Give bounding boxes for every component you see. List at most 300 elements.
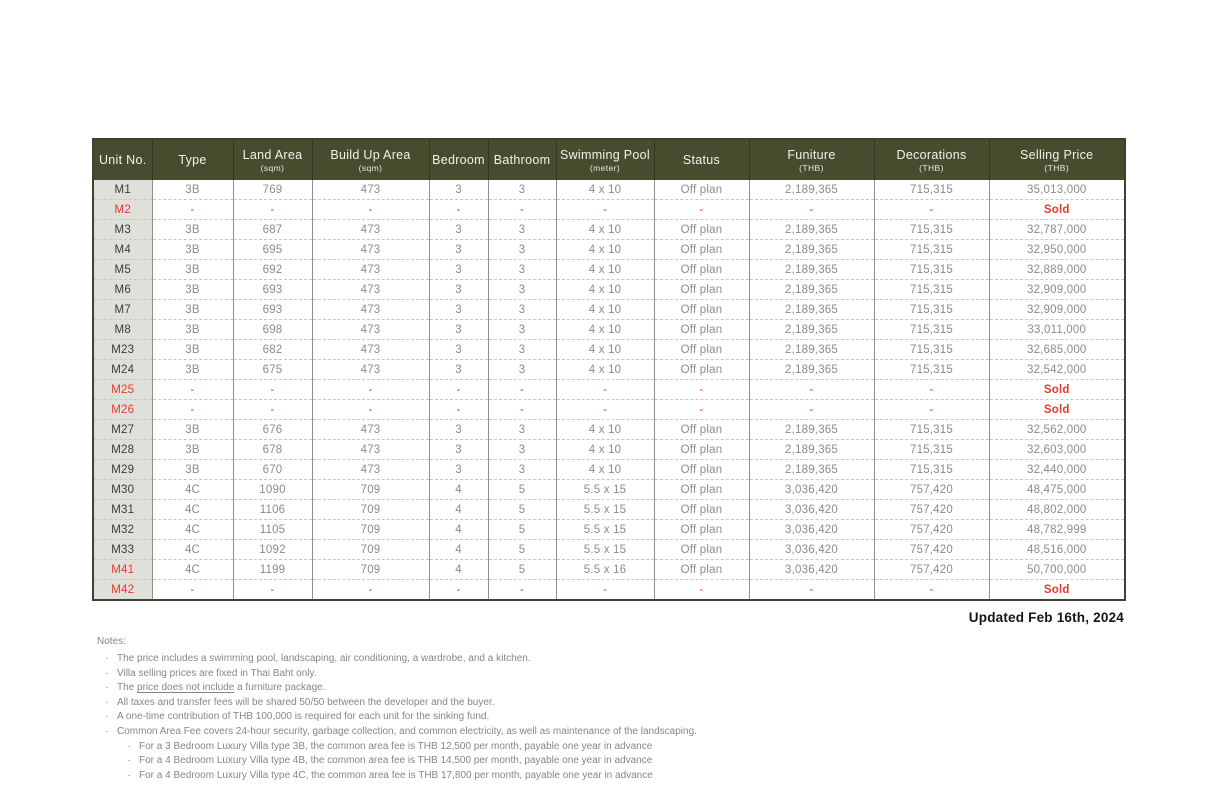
cell-bedroom: - bbox=[429, 200, 488, 220]
updated-date: Updated Feb 16th, 2024 bbox=[968, 610, 1124, 625]
cell-selling-price: 32,603,000 bbox=[989, 440, 1125, 460]
cell-swimming-pool: 4 x 10 bbox=[556, 340, 654, 360]
cell-selling-price: 32,889,000 bbox=[989, 260, 1125, 280]
cell-swimming-pool: 5.5 x 15 bbox=[556, 520, 654, 540]
cell-bathroom: 3 bbox=[488, 220, 556, 240]
cell-furniture: 3,036,420 bbox=[749, 500, 874, 520]
cell-decorations: 715,315 bbox=[874, 440, 989, 460]
unit-cell: M30 bbox=[93, 480, 152, 500]
column-header-label: Swimming Pool bbox=[559, 147, 651, 162]
cell-type: 3B bbox=[152, 260, 233, 280]
unit-cell: M32 bbox=[93, 520, 152, 540]
cell-swimming-pool: 5.5 x 15 bbox=[556, 480, 654, 500]
cell-land-area: - bbox=[233, 380, 312, 400]
unit-cell: M29 bbox=[93, 460, 152, 480]
table-row-m41 bbox=[93, 560, 1125, 580]
note-text: For a 4 Bedroom Luxury Villa type 4B, the common area fee is THB 14,500 per month, payable one year in advance bbox=[139, 755, 653, 767]
cell-decorations: 715,315 bbox=[874, 360, 989, 380]
note-sub-item bbox=[119, 769, 1124, 784]
table-row-m23 bbox=[93, 340, 1125, 360]
cell-status: Off plan bbox=[654, 440, 749, 460]
cell-land-area: 693 bbox=[233, 300, 312, 320]
cell-bathroom: 5 bbox=[488, 500, 556, 520]
cell-bathroom: 3 bbox=[488, 360, 556, 380]
cell-bedroom: - bbox=[429, 580, 488, 601]
column-header-bedroom bbox=[429, 139, 488, 180]
column-header-label: Selling Price bbox=[1020, 147, 1094, 162]
cell-status: Off plan bbox=[654, 220, 749, 240]
column-header-land-area bbox=[233, 139, 312, 180]
price-sheet bbox=[92, 138, 1124, 783]
column-header-build-up-area bbox=[312, 139, 429, 180]
bullet-icon: · bbox=[127, 740, 131, 752]
cell-build-up-area: 473 bbox=[312, 320, 429, 340]
cell-type: - bbox=[152, 200, 233, 220]
unit-cell: M4 bbox=[93, 240, 152, 260]
cell-status: Off plan bbox=[654, 260, 749, 280]
cell-status: Off plan bbox=[654, 420, 749, 440]
cell-selling-price: 48,516,000 bbox=[989, 540, 1125, 560]
cell-land-area: 698 bbox=[233, 320, 312, 340]
unit-cell: M42 bbox=[93, 580, 152, 601]
column-header-funiture bbox=[749, 139, 874, 180]
cell-bathroom: 5 bbox=[488, 520, 556, 540]
table-row-m5 bbox=[93, 260, 1125, 280]
table-row-m6 bbox=[93, 280, 1125, 300]
table-row-m8 bbox=[93, 320, 1125, 340]
cell-selling-price: 32,787,000 bbox=[989, 220, 1125, 240]
cell-bedroom: 3 bbox=[429, 440, 488, 460]
cell-build-up-area: 709 bbox=[312, 500, 429, 520]
cell-bedroom: 3 bbox=[429, 320, 488, 340]
cell-furniture: 3,036,420 bbox=[749, 480, 874, 500]
cell-selling-price: 32,685,000 bbox=[989, 340, 1125, 360]
cell-type: 3B bbox=[152, 440, 233, 460]
cell-bedroom: 3 bbox=[429, 260, 488, 280]
cell-type: 3B bbox=[152, 460, 233, 480]
notes-title: Notes: bbox=[97, 636, 126, 647]
cell-decorations: 715,315 bbox=[874, 240, 989, 260]
cell-status: - bbox=[654, 580, 749, 601]
cell-decorations: 757,420 bbox=[874, 500, 989, 520]
cell-bedroom: 4 bbox=[429, 520, 488, 540]
cell-bedroom: 3 bbox=[429, 180, 488, 200]
cell-furniture: - bbox=[749, 380, 874, 400]
cell-decorations: 715,315 bbox=[874, 420, 989, 440]
cell-selling-price: 35,013,000 bbox=[989, 180, 1125, 200]
cell-bedroom: 4 bbox=[429, 560, 488, 580]
note-text: For a 4 Bedroom Luxury Villa type 4C, the common area fee is THB 17,800 per month, payable one year in advance bbox=[139, 769, 653, 781]
column-header-sublabel: (sqm) bbox=[260, 162, 285, 173]
cell-land-area: 1090 bbox=[233, 480, 312, 500]
cell-selling-price: Sold bbox=[989, 580, 1125, 601]
cell-bathroom: - bbox=[488, 580, 556, 601]
cell-bathroom: - bbox=[488, 380, 556, 400]
cell-land-area: 1092 bbox=[233, 540, 312, 560]
unit-cell: M25 bbox=[93, 380, 152, 400]
cell-furniture: 2,189,365 bbox=[749, 460, 874, 480]
bullet-icon: · bbox=[127, 755, 131, 767]
bullet-icon: · bbox=[105, 696, 109, 708]
cell-build-up-area: 709 bbox=[312, 520, 429, 540]
cell-selling-price: 32,542,000 bbox=[989, 360, 1125, 380]
column-header-status bbox=[654, 139, 749, 180]
cell-status: Off plan bbox=[654, 300, 749, 320]
cell-type: 3B bbox=[152, 300, 233, 320]
cell-selling-price: Sold bbox=[989, 400, 1125, 420]
cell-type: 4C bbox=[152, 540, 233, 560]
cell-selling-price: 48,802,000 bbox=[989, 500, 1125, 520]
cell-type: 4C bbox=[152, 500, 233, 520]
notes-list bbox=[97, 652, 1124, 783]
table-row-m33 bbox=[93, 540, 1125, 560]
cell-selling-price: Sold bbox=[989, 380, 1125, 400]
cell-decorations: 757,420 bbox=[874, 520, 989, 540]
table-row-m24 bbox=[93, 360, 1125, 380]
note-text: Villa selling prices are fixed in Thai Baht only. bbox=[117, 667, 317, 679]
cell-land-area: 1106 bbox=[233, 500, 312, 520]
cell-status: - bbox=[654, 200, 749, 220]
cell-furniture: 2,189,365 bbox=[749, 240, 874, 260]
cell-bedroom: 3 bbox=[429, 360, 488, 380]
unit-cell: M1 bbox=[93, 180, 152, 200]
cell-bathroom: - bbox=[488, 200, 556, 220]
table-row-m7 bbox=[93, 300, 1125, 320]
cell-swimming-pool: 4 x 10 bbox=[556, 180, 654, 200]
cell-status: Off plan bbox=[654, 480, 749, 500]
cell-selling-price: Sold bbox=[989, 200, 1125, 220]
cell-type: 3B bbox=[152, 240, 233, 260]
table-row-m26 bbox=[93, 400, 1125, 420]
bullet-icon: · bbox=[105, 653, 109, 664]
cell-build-up-area: 473 bbox=[312, 260, 429, 280]
cell-decorations: 757,420 bbox=[874, 480, 989, 500]
cell-status: Off plan bbox=[654, 360, 749, 380]
bullet-icon: · bbox=[127, 769, 131, 781]
cell-decorations: 757,420 bbox=[874, 560, 989, 580]
notes-section bbox=[97, 636, 1124, 783]
column-header-sublabel: (THB) bbox=[799, 162, 824, 173]
cell-furniture: 2,189,365 bbox=[749, 300, 874, 320]
table-row-m25 bbox=[93, 380, 1125, 400]
table-row-m29 bbox=[93, 460, 1125, 480]
note-sub-item bbox=[119, 754, 1124, 769]
cell-bedroom: 3 bbox=[429, 460, 488, 480]
bullet-icon: · bbox=[105, 682, 109, 694]
bullet-icon: · bbox=[105, 725, 109, 737]
table-row-m42 bbox=[93, 580, 1125, 601]
note-text: All taxes and transfer fees will be shared 50/50 between the developer and the buyer. bbox=[117, 696, 495, 708]
cell-build-up-area: 473 bbox=[312, 300, 429, 320]
table-row-m30 bbox=[93, 480, 1125, 500]
cell-decorations: - bbox=[874, 200, 989, 220]
cell-bathroom: 5 bbox=[488, 540, 556, 560]
table-row-m1 bbox=[93, 180, 1125, 200]
cell-furniture: - bbox=[749, 200, 874, 220]
cell-land-area: 676 bbox=[233, 420, 312, 440]
cell-selling-price: 50,700,000 bbox=[989, 560, 1125, 580]
cell-bathroom: 3 bbox=[488, 260, 556, 280]
table-row-m28 bbox=[93, 440, 1125, 460]
cell-build-up-area: 473 bbox=[312, 420, 429, 440]
cell-bathroom: 3 bbox=[488, 240, 556, 260]
cell-bathroom: 3 bbox=[488, 300, 556, 320]
cell-decorations: 715,315 bbox=[874, 460, 989, 480]
cell-swimming-pool: 4 x 10 bbox=[556, 260, 654, 280]
cell-land-area: - bbox=[233, 200, 312, 220]
cell-land-area: 1105 bbox=[233, 520, 312, 540]
cell-type: 3B bbox=[152, 360, 233, 380]
cell-selling-price: 32,562,000 bbox=[989, 420, 1125, 440]
cell-bathroom: 3 bbox=[488, 280, 556, 300]
cell-type: 4C bbox=[152, 520, 233, 540]
cell-build-up-area: 709 bbox=[312, 540, 429, 560]
cell-decorations: 715,315 bbox=[874, 180, 989, 200]
note-item bbox=[97, 681, 1124, 696]
cell-decorations: 715,315 bbox=[874, 340, 989, 360]
bullet-icon: · bbox=[105, 711, 109, 723]
cell-selling-price: 33,011,000 bbox=[989, 320, 1125, 340]
unit-cell: M2 bbox=[93, 200, 152, 220]
cell-bedroom: 3 bbox=[429, 240, 488, 260]
cell-swimming-pool: 4 x 10 bbox=[556, 240, 654, 260]
cell-furniture: 2,189,365 bbox=[749, 260, 874, 280]
cell-status: Off plan bbox=[654, 240, 749, 260]
cell-build-up-area: 473 bbox=[312, 180, 429, 200]
column-header-type bbox=[152, 139, 233, 180]
note-item bbox=[97, 696, 1124, 711]
cell-swimming-pool: 4 x 10 bbox=[556, 300, 654, 320]
cell-land-area: 682 bbox=[233, 340, 312, 360]
note-text: The price does not include a furniture package. bbox=[117, 682, 326, 694]
note-item bbox=[97, 652, 1124, 667]
cell-swimming-pool: 5.5 x 16 bbox=[556, 560, 654, 580]
column-header-sublabel: (sqm) bbox=[358, 162, 383, 173]
cell-land-area: 675 bbox=[233, 360, 312, 380]
cell-decorations: - bbox=[874, 400, 989, 420]
note-text: For a 3 Bedroom Luxury Villa type 3B, the common area fee is THB 12,500 per month, payable one year in advance bbox=[139, 740, 653, 752]
cell-bedroom: - bbox=[429, 400, 488, 420]
cell-selling-price: 32,909,000 bbox=[989, 300, 1125, 320]
cell-furniture: 3,036,420 bbox=[749, 560, 874, 580]
table-row-m31 bbox=[93, 500, 1125, 520]
cell-swimming-pool: 4 x 10 bbox=[556, 220, 654, 240]
column-header-label: Type bbox=[178, 153, 207, 167]
cell-furniture: 3,036,420 bbox=[749, 540, 874, 560]
unit-cell: M23 bbox=[93, 340, 152, 360]
cell-bathroom: 5 bbox=[488, 560, 556, 580]
price-table bbox=[92, 138, 1126, 601]
note-text: Common Area Fee covers 24-hour security, garbage collection, and common electricity, as well as maintenance of the landscaping. bbox=[117, 725, 697, 737]
cell-decorations: 715,315 bbox=[874, 260, 989, 280]
unit-cell: M33 bbox=[93, 540, 152, 560]
cell-bedroom: 4 bbox=[429, 540, 488, 560]
cell-furniture: 2,189,365 bbox=[749, 220, 874, 240]
cell-status: Off plan bbox=[654, 320, 749, 340]
table-row-m3 bbox=[93, 220, 1125, 240]
cell-swimming-pool: 5.5 x 15 bbox=[556, 540, 654, 560]
cell-swimming-pool: - bbox=[556, 380, 654, 400]
unit-cell: M27 bbox=[93, 420, 152, 440]
cell-swimming-pool: - bbox=[556, 200, 654, 220]
column-header-sublabel: (THB) bbox=[1044, 162, 1070, 173]
unit-cell: M24 bbox=[93, 360, 152, 380]
cell-bedroom: 3 bbox=[429, 280, 488, 300]
table-row-m32 bbox=[93, 520, 1125, 540]
cell-build-up-area: 473 bbox=[312, 440, 429, 460]
cell-status: - bbox=[654, 380, 749, 400]
cell-land-area: - bbox=[233, 580, 312, 601]
cell-build-up-area: 709 bbox=[312, 480, 429, 500]
cell-furniture: 2,189,365 bbox=[749, 280, 874, 300]
cell-type: 3B bbox=[152, 280, 233, 300]
cell-type: 3B bbox=[152, 220, 233, 240]
cell-decorations: 715,315 bbox=[874, 220, 989, 240]
cell-land-area: 1199 bbox=[233, 560, 312, 580]
note-item bbox=[97, 725, 1124, 740]
cell-status: Off plan bbox=[654, 520, 749, 540]
column-header-label: Unit No. bbox=[98, 153, 147, 167]
cell-furniture: - bbox=[749, 400, 874, 420]
cell-status: Off plan bbox=[654, 500, 749, 520]
cell-land-area: 687 bbox=[233, 220, 312, 240]
column-header-bathroom bbox=[488, 139, 556, 180]
cell-swimming-pool: 4 x 10 bbox=[556, 440, 654, 460]
cell-furniture: 2,189,365 bbox=[749, 320, 874, 340]
unit-cell: M5 bbox=[93, 260, 152, 280]
cell-bathroom: 5 bbox=[488, 480, 556, 500]
cell-build-up-area: 473 bbox=[312, 460, 429, 480]
cell-status: Off plan bbox=[654, 280, 749, 300]
cell-bathroom: 3 bbox=[488, 420, 556, 440]
cell-swimming-pool: 4 x 10 bbox=[556, 460, 654, 480]
cell-land-area: 670 bbox=[233, 460, 312, 480]
cell-swimming-pool: 5.5 x 15 bbox=[556, 500, 654, 520]
column-header-label: Build Up Area bbox=[330, 147, 411, 162]
cell-bathroom: 3 bbox=[488, 340, 556, 360]
cell-selling-price: 32,909,000 bbox=[989, 280, 1125, 300]
cell-swimming-pool: - bbox=[556, 400, 654, 420]
unit-cell: M26 bbox=[93, 400, 152, 420]
cell-selling-price: 32,440,000 bbox=[989, 460, 1125, 480]
cell-type: 3B bbox=[152, 180, 233, 200]
bullet-icon: · bbox=[105, 667, 109, 679]
cell-furniture: 2,189,365 bbox=[749, 440, 874, 460]
cell-land-area: - bbox=[233, 400, 312, 420]
cell-build-up-area: - bbox=[312, 380, 429, 400]
note-item bbox=[97, 710, 1124, 725]
cell-furniture: 2,189,365 bbox=[749, 360, 874, 380]
cell-type: - bbox=[152, 580, 233, 601]
cell-selling-price: 48,475,000 bbox=[989, 480, 1125, 500]
cell-build-up-area: 473 bbox=[312, 240, 429, 260]
cell-decorations: - bbox=[874, 580, 989, 601]
cell-status: Off plan bbox=[654, 180, 749, 200]
cell-decorations: 715,315 bbox=[874, 300, 989, 320]
cell-furniture: 2,189,365 bbox=[749, 180, 874, 200]
cell-furniture: 2,189,365 bbox=[749, 420, 874, 440]
cell-land-area: 769 bbox=[233, 180, 312, 200]
table-row-m27 bbox=[93, 420, 1125, 440]
note-text: A one-time contribution of THB 100,000 is required for each unit for the sinking fund. bbox=[117, 711, 490, 723]
cell-build-up-area: 473 bbox=[312, 360, 429, 380]
cell-bedroom: 3 bbox=[429, 300, 488, 320]
column-header-swimming-pool bbox=[556, 139, 654, 180]
column-header-label: Decorations bbox=[896, 147, 967, 162]
cell-land-area: 678 bbox=[233, 440, 312, 460]
cell-bedroom: 3 bbox=[429, 420, 488, 440]
cell-type: - bbox=[152, 380, 233, 400]
cell-bathroom: 3 bbox=[488, 440, 556, 460]
column-header-label: Funiture bbox=[787, 147, 836, 162]
cell-decorations: 757,420 bbox=[874, 540, 989, 560]
cell-status: Off plan bbox=[654, 460, 749, 480]
cell-bedroom: 3 bbox=[429, 340, 488, 360]
column-header-label: Status bbox=[682, 153, 721, 167]
cell-selling-price: 32,950,000 bbox=[989, 240, 1125, 260]
cell-furniture: 2,189,365 bbox=[749, 340, 874, 360]
cell-status: Off plan bbox=[654, 340, 749, 360]
cell-decorations: 715,315 bbox=[874, 320, 989, 340]
cell-decorations: - bbox=[874, 380, 989, 400]
note-item bbox=[97, 667, 1124, 682]
cell-build-up-area: - bbox=[312, 400, 429, 420]
cell-type: 4C bbox=[152, 480, 233, 500]
note-sub-item bbox=[119, 740, 1124, 755]
column-header-decorations bbox=[874, 139, 989, 180]
unit-cell: M8 bbox=[93, 320, 152, 340]
cell-land-area: 693 bbox=[233, 280, 312, 300]
cell-type: 3B bbox=[152, 340, 233, 360]
cell-build-up-area: - bbox=[312, 580, 429, 601]
cell-build-up-area: 473 bbox=[312, 340, 429, 360]
cell-swimming-pool: 4 x 10 bbox=[556, 420, 654, 440]
table-row-m2 bbox=[93, 200, 1125, 220]
cell-build-up-area: 473 bbox=[312, 280, 429, 300]
cell-bathroom: 3 bbox=[488, 460, 556, 480]
column-header-label: Land Area bbox=[242, 147, 303, 162]
cell-swimming-pool: 4 x 10 bbox=[556, 280, 654, 300]
table-body bbox=[93, 180, 1125, 600]
column-header-unit-no bbox=[93, 139, 152, 180]
cell-status: Off plan bbox=[654, 560, 749, 580]
unit-cell: M41 bbox=[93, 560, 152, 580]
table-row-m4 bbox=[93, 240, 1125, 260]
cell-bathroom: 3 bbox=[488, 320, 556, 340]
note-text: The price includes a swimming pool, landscaping, air conditioning, a wardrobe, and a kitchen. bbox=[117, 653, 531, 664]
cell-swimming-pool: 4 x 10 bbox=[556, 320, 654, 340]
cell-bathroom: - bbox=[488, 400, 556, 420]
cell-type: 3B bbox=[152, 420, 233, 440]
unit-cell: M7 bbox=[93, 300, 152, 320]
cell-type: - bbox=[152, 400, 233, 420]
cell-bedroom: 3 bbox=[429, 220, 488, 240]
cell-status: - bbox=[654, 400, 749, 420]
column-header-sublabel: (meter) bbox=[589, 162, 621, 173]
unit-cell: M6 bbox=[93, 280, 152, 300]
cell-build-up-area: - bbox=[312, 200, 429, 220]
column-header-label: Bathroom bbox=[493, 153, 551, 167]
cell-bathroom: 3 bbox=[488, 180, 556, 200]
cell-bedroom: 4 bbox=[429, 500, 488, 520]
column-header-sublabel: (THB) bbox=[919, 162, 944, 173]
column-header-label: Bedroom bbox=[432, 153, 485, 167]
cell-land-area: 695 bbox=[233, 240, 312, 260]
cell-furniture: 3,036,420 bbox=[749, 520, 874, 540]
cell-swimming-pool: - bbox=[556, 580, 654, 601]
note-underlined-text: price does not include bbox=[137, 682, 235, 694]
cell-land-area: 692 bbox=[233, 260, 312, 280]
